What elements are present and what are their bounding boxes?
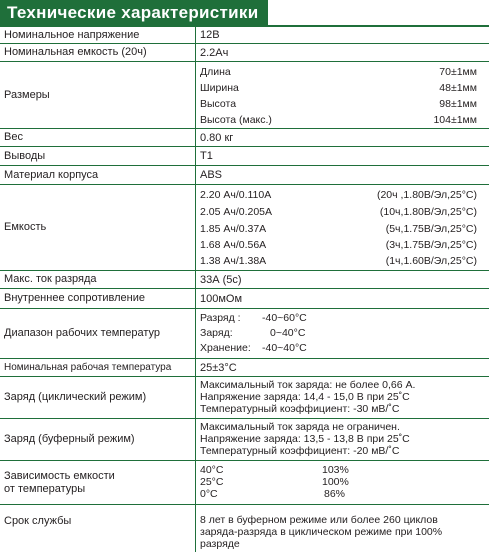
charge-spec-line: Максимальный ток заряда не ограничен.	[200, 421, 400, 433]
row-label: Срок службы	[4, 515, 72, 527]
service-life-line: 8 лет в буферном режиме или более 260 циклов	[200, 514, 438, 526]
row-label: Номинальная рабочая температура	[4, 362, 172, 373]
row-weight	[0, 129, 489, 147]
row-service-life	[0, 505, 489, 552]
column-divider	[195, 62, 196, 128]
temperature-value: 0°С	[200, 488, 218, 500]
row-label: Размеры	[4, 88, 50, 101]
temp-range-value: -40~40°С	[262, 342, 307, 354]
charge-spec-line: Напряжение заряда: 13,5 - 13,8 В при 25˚С	[200, 433, 410, 445]
row-nominal-capacity	[0, 44, 489, 62]
charge-spec-line: Температурный коэффициент: -30 мВ/˚С	[200, 403, 400, 415]
row-label: Макс. ток разряда	[4, 273, 97, 285]
section-title: Технические характеристики	[0, 0, 268, 25]
column-divider	[195, 505, 196, 552]
row-max-discharge	[0, 271, 489, 289]
row-label: Емкость	[4, 221, 47, 233]
row-label	[4, 461, 192, 504]
row-label: Выводы	[4, 149, 46, 162]
charge-spec-line: Температурный коэффициент: -20 мВ/˚С	[200, 445, 400, 457]
row-nominal-temp	[0, 359, 489, 377]
column-divider	[195, 185, 196, 270]
row-cyclic-charge	[0, 377, 489, 419]
row-value: 12В	[200, 29, 220, 41]
temp-range-label: Заряд:	[200, 327, 233, 339]
column-divider	[195, 461, 196, 504]
capacity-percent: 100%	[322, 476, 349, 488]
capacity-percent: 86%	[324, 488, 346, 500]
row-capacity: Емкость 2.20 Ач/0.110А (20ч ,1.80В/Эл,25°С) 2.05 Ач/0.205А (10ч,1.80В/Эл,25°С) 1.85 Ач/0.37А (5ч,1.75В/Эл,25°С) 1.68 Ач/0.56А (3ч,1.75В/Эл,25°С) 1.38 Ач/1.38А (1ч,1.60В/Эл,25°С)	[0, 185, 489, 271]
column-divider	[195, 147, 196, 165]
row-label: Номинальная емкость (20ч)	[4, 46, 147, 58]
temp-range-label: Разряд :	[200, 312, 241, 324]
row-label: Номинальное напряжение	[4, 28, 140, 41]
row-internal-resistance	[0, 289, 489, 309]
row-label: Диапазон рабочих температур	[4, 327, 160, 339]
column-divider	[195, 27, 196, 43]
column-divider	[195, 289, 196, 308]
temp-range-label: Хранение:	[200, 342, 251, 354]
row-case-material	[0, 166, 489, 185]
label-line: Зависимость емкости	[4, 469, 115, 482]
column-divider	[195, 129, 196, 146]
column-divider	[195, 309, 196, 358]
row-value: ABS	[200, 169, 223, 181]
column-divider	[195, 359, 196, 376]
row-label: Заряд (циклический режим)	[4, 391, 147, 403]
row-value: T1	[200, 150, 213, 162]
charge-spec-line: Напряжение заряда: 14,4 - 15,0 В при 25˚С	[200, 391, 410, 403]
temp-range-value: 0~40°С	[270, 327, 306, 339]
column-divider	[195, 271, 196, 288]
row-value: 0.80 кг	[200, 131, 234, 144]
column-divider	[195, 419, 196, 460]
temp-range-value: -40~60°С	[262, 312, 307, 324]
charge-spec-line: Максимальный ток заряда: не более 0,66 А.	[200, 379, 416, 391]
service-life-line: разряде	[200, 538, 240, 550]
row-label: Заряд (буферный режим)	[4, 433, 135, 445]
service-life-line: заряда-разряда в циклическом режиме при 100%	[200, 526, 443, 538]
row-label: Материал корпуса	[4, 168, 99, 181]
row-dimensions: Размеры Длина 70±1мм Ширина 48±1мм Высота 98±1мм Высота (макс.) 104±1мм	[0, 62, 489, 129]
row-label: Внутреннее сопротивление	[4, 292, 145, 304]
row-float-charge	[0, 419, 489, 461]
row-operating-temp	[0, 309, 489, 359]
capacity-percent: 103%	[322, 464, 349, 476]
column-divider	[195, 166, 196, 184]
row-nominal-voltage	[0, 27, 489, 44]
row-temp-dependence	[0, 461, 489, 505]
label-line: от температуры	[4, 482, 86, 495]
row-label: Вес	[4, 131, 23, 143]
column-divider	[195, 44, 196, 61]
row-value: 25±3°С	[200, 361, 237, 374]
row-value: 100мОм	[200, 292, 243, 305]
row-value: 33А (5с)	[200, 273, 242, 286]
row-terminals	[0, 147, 489, 166]
temperature-value: 25°С	[200, 476, 224, 488]
row-value: 2.2Ач	[200, 46, 229, 59]
column-divider	[195, 377, 196, 418]
temperature-value: 40°С	[200, 464, 224, 476]
